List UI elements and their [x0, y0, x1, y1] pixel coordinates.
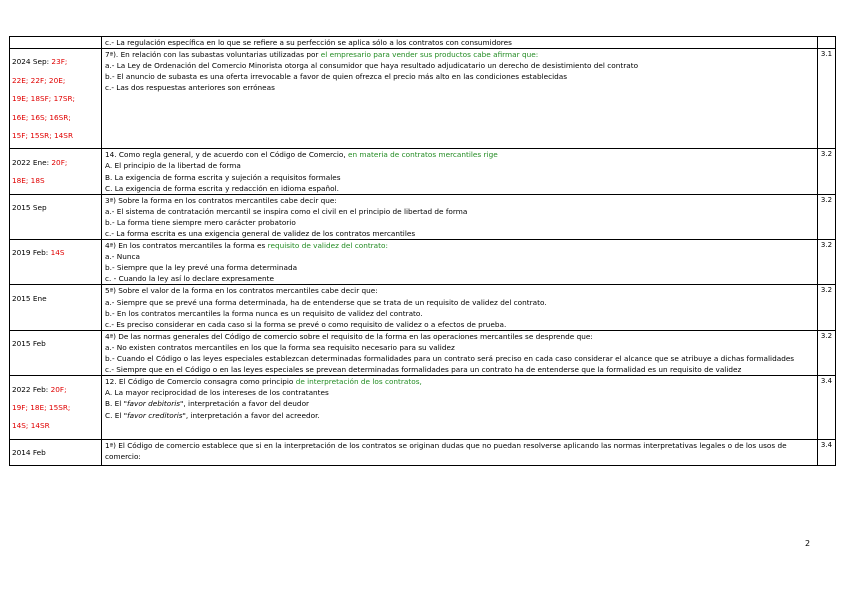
exam-date-cell	[10, 240, 102, 285]
text-line	[12, 402, 98, 413]
text-line	[12, 247, 98, 258]
text-line	[12, 338, 98, 349]
question-cell	[102, 439, 818, 466]
text-run: a.- No existen contratos mercantiles en los que la forma sea requisito necesario para su validez	[105, 342, 455, 352]
text-line	[105, 297, 814, 308]
table-row	[10, 439, 836, 466]
text-run: 14. Como regla general, y de acuerdo con el Código de Comercio,	[105, 150, 348, 160]
exam-code-text: 18E; 18S	[12, 176, 45, 186]
text-line	[105, 240, 814, 251]
table-row	[10, 49, 836, 149]
table-row	[10, 37, 836, 49]
text-run: favor debitoris	[126, 399, 181, 409]
highlighted-text: el empresario para vender sus productos cabe afirmar que:	[320, 50, 539, 60]
text-run: b.- La forma tiene siempre mero carácter probatorio	[105, 217, 296, 227]
text-run: ", interpretación a favor del deudor	[180, 399, 310, 409]
topic-code-cell	[818, 37, 836, 49]
text-run: b.- Siempre que la ley prevé una forma determinada	[105, 263, 298, 273]
text-line	[12, 130, 98, 141]
text-line	[12, 157, 98, 168]
text-line	[105, 353, 814, 364]
text-run: 7ª). En relación con las subastas voluntarias utilizadas por	[105, 50, 321, 60]
text-line	[105, 149, 814, 160]
text-run: c.- Es preciso considerar en cada caso si la forma se prevé o como requisito de validez o a efectos de prueba.	[105, 319, 507, 329]
text-run: C. La exigencia de forma escrita y redacción en idioma español.	[105, 183, 339, 193]
topic-code-cell: 3.2	[818, 330, 836, 375]
text-line	[105, 251, 814, 262]
text-line	[105, 262, 814, 273]
highlighted-text: requisito de validez del contrato:	[267, 241, 388, 251]
topic-code-cell: 3.2	[818, 285, 836, 330]
text-line	[105, 160, 814, 171]
text-line	[12, 420, 98, 431]
text-run: 2022 Ene:	[12, 157, 52, 167]
text-run: ", interpretación a favor del acreedor.	[182, 410, 320, 420]
text-run: b.- Cuando el Código o las leyes especiales establezcan determinadas formalidades para un contrato será preciso en cada caso considerar el alcance que se atribuye a dichas formalidades	[105, 354, 795, 364]
text-run: 2019 Feb:	[12, 248, 51, 258]
text-run: B. La exigencia de forma escrita y sujeción a requisitos formales	[105, 172, 341, 182]
text-line	[105, 172, 814, 183]
exam-date-cell	[10, 37, 102, 49]
text-run: 3ª) Sobre la forma en los contratos mercantiles cabe decir que:	[105, 195, 337, 205]
text-run: 1ª) El Código de comercio establece que si en la interpretación de los contratos se originan dudas que no puedan resolverse aplicando las normas interpretativas legales o de los usos de comercio:	[105, 440, 787, 461]
text-run: 4ª) De las normas generales del Código de comercio sobre el requisito de la forma en las operaciones mercantiles se desprende que:	[105, 331, 593, 341]
exam-code-text: 15F; 15SR; 14SR	[12, 130, 74, 140]
exam-date-cell	[10, 149, 102, 194]
text-run: a.- El sistema de contratación mercantil se inspira como el civil en el principio de libertad de forma	[105, 206, 468, 216]
exam-date-cell	[10, 285, 102, 330]
text-line	[105, 71, 814, 82]
text-run: 2024 Sep:	[12, 57, 52, 67]
text-run: b.- En los contratos mercantiles la forma nunca es un requisito de validez del contrato.	[105, 308, 423, 318]
page-number: 2	[805, 539, 811, 548]
text-run: c.- La forma escrita es una exigencia general de validez de los contratos mercantiles	[105, 229, 416, 238]
exam-date-cell	[10, 194, 102, 239]
text-line	[105, 273, 814, 284]
text-run: 2014 Feb	[12, 447, 46, 457]
exam-code-text: 22E; 22F; 20E;	[12, 75, 66, 85]
text-run: a.- Nunca	[105, 252, 140, 262]
questions-table	[9, 36, 836, 466]
question-cell	[102, 149, 818, 194]
exam-code-text: 20F;	[51, 157, 68, 167]
table-row	[10, 240, 836, 285]
text-line	[105, 228, 814, 239]
text-line	[12, 384, 98, 395]
text-run: c.- La regulación específica en lo que se refiere a su perfección se aplica sólo a los contratos con consumidores	[105, 38, 512, 47]
highlighted-text: en materia de contratos mercantiles rige	[347, 150, 498, 160]
text-line	[105, 376, 814, 387]
exam-question-sheet	[9, 36, 836, 466]
topic-code-cell: 3.4	[818, 439, 836, 466]
text-run: 2015 Sep	[12, 203, 47, 213]
exam-date-cell	[10, 330, 102, 375]
text-run: favor creditoris	[127, 410, 183, 420]
text-run: C. El "	[105, 410, 128, 420]
question-cell	[102, 49, 818, 149]
text-run: B. El "	[105, 399, 127, 409]
text-line	[105, 410, 814, 421]
exam-code-text: 19E; 18SF; 17SR;	[12, 94, 76, 104]
exam-code-text: 19F; 18E; 15SR;	[12, 402, 71, 412]
text-run: b.- El anuncio de subasta es una oferta irrevocable a favor de quien ofrezca el precio más alto en las condiciones establecidas	[105, 72, 568, 82]
table-row	[10, 149, 836, 194]
questions-table-body	[10, 37, 836, 466]
exam-code-text: 20F;	[50, 384, 67, 394]
exam-date-cell	[10, 376, 102, 439]
text-line	[12, 202, 98, 213]
topic-code-cell: 3.2	[818, 149, 836, 194]
text-line	[105, 60, 814, 71]
text-line	[12, 75, 98, 86]
text-line	[105, 82, 814, 93]
text-run: a.- Siempre que se prevé una forma determinada, ha de entenderse que se trata de un requisito de validez del contrato.	[105, 297, 547, 307]
text-run: a.- La Ley de Ordenación del Comercio Minorista otorga al consumidor que haya resultado adjudicatario un derecho de desistimiento del contrato	[105, 61, 639, 71]
topic-code-cell: 3.2	[818, 194, 836, 239]
table-row	[10, 194, 836, 239]
text-line	[105, 308, 814, 319]
question-cell	[102, 194, 818, 239]
text-run: c.- Siempre que en el Código o en las leyes especiales se prevean determinadas formalidades para un contrato ha de entenderse que la formalidad es un requisito de validez	[105, 365, 742, 375]
text-run: A. El principio de la libertad de forma	[105, 161, 241, 171]
exam-date-cell	[10, 49, 102, 149]
text-line	[12, 293, 98, 304]
text-line	[105, 49, 814, 60]
exam-date-cell	[10, 439, 102, 466]
text-line	[105, 331, 814, 342]
text-line	[105, 398, 814, 409]
text-run: 2015 Ene	[12, 293, 47, 303]
topic-code-cell: 3.1	[818, 49, 836, 149]
text-line	[105, 285, 814, 296]
text-line	[12, 93, 98, 104]
question-cell	[102, 376, 818, 439]
text-run: 2015 Feb	[12, 339, 46, 349]
question-cell	[102, 37, 818, 49]
text-line	[105, 387, 814, 398]
text-run: 2022 Feb:	[12, 384, 51, 394]
text-line	[105, 440, 814, 462]
exam-code-text: 14S; 14SR	[12, 421, 50, 431]
topic-code-cell: 3.4	[818, 376, 836, 439]
table-row	[10, 285, 836, 330]
text-run: A. La mayor reciprocidad de los intereses de los contratantes	[105, 388, 329, 398]
text-line	[105, 206, 814, 217]
text-line	[105, 37, 814, 48]
exam-code-text: 16E; 16S; 16SR;	[12, 112, 71, 122]
text-line	[12, 112, 98, 123]
text-line	[12, 56, 98, 67]
exam-code-text: 14S	[50, 248, 65, 258]
text-run: 12. El Código de Comercio consagra como principio	[105, 377, 296, 387]
topic-code-cell: 3.2	[818, 240, 836, 285]
table-row	[10, 376, 836, 439]
text-run: c. - Cuando la ley así lo declare expresamente	[105, 274, 275, 284]
table-row	[10, 330, 836, 375]
text-run: c.- Las dos respuestas anteriores son erróneas	[105, 83, 275, 93]
text-line	[105, 195, 814, 206]
text-line	[105, 364, 814, 375]
text-line	[105, 217, 814, 228]
text-run: 5ª) Sobre el valor de la forma en los contratos mercantiles cabe decir que:	[105, 286, 378, 296]
text-run: 4ª) En los contratos mercantiles la forma es	[105, 241, 268, 251]
question-cell	[102, 240, 818, 285]
question-cell	[102, 285, 818, 330]
exam-code-text: 23F;	[51, 57, 68, 67]
question-cell	[102, 330, 818, 375]
text-line	[12, 175, 98, 186]
text-line	[12, 447, 98, 458]
text-line	[105, 183, 814, 194]
text-line	[105, 319, 814, 330]
text-line	[105, 342, 814, 353]
highlighted-text: de interpretación de los contratos,	[295, 377, 422, 387]
